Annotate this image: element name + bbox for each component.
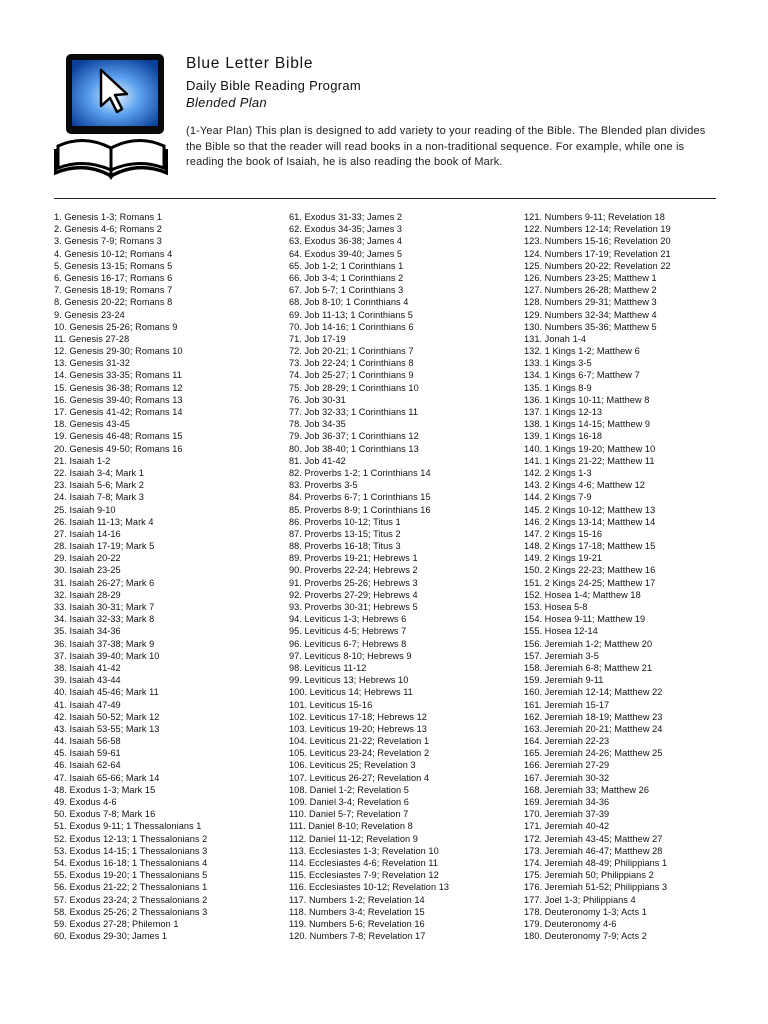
reading-day-item: 174. Jeremiah 48-49; Philippians 1 xyxy=(524,857,668,868)
reading-day-item: 77. Job 32-33; 1 Corinthians 11 xyxy=(289,407,419,417)
reading-day-item: 36. Isaiah 37-38; Mark 9 xyxy=(54,638,155,649)
reading-day-item: 24. Isaiah 7-8; Mark 3 xyxy=(54,492,144,503)
reading-day-item: 106. Leviticus 25; Revelation 3 xyxy=(289,760,416,771)
reading-day-item: 69. Job 11-13; 1 Corinthians 5 xyxy=(289,309,413,320)
reading-day-item: 136. 1 Kings 10-11; Matthew 8 xyxy=(524,394,650,405)
program-title: Daily Bible Reading Program xyxy=(186,78,362,93)
reading-day-item: 107. Leviticus 26-27; Revelation 4 xyxy=(289,772,430,783)
reading-day-item: 170. Jeremiah 37-39 xyxy=(524,809,610,820)
reading-day-item: 51. Exodus 9-11; 1 Thessalonians 1 xyxy=(54,821,202,832)
reading-day-item: 61. Exodus 31-33; James 2 xyxy=(289,212,403,222)
reading-day-item: 144. 2 Kings 7-9 xyxy=(524,492,592,503)
reading-day-item: 7. Genesis 18-19; Romans 7 xyxy=(54,285,173,296)
reading-day-item: 27. Isaiah 14-16 xyxy=(54,528,121,539)
reading-day-item: 179. Deuteronomy 4-6 xyxy=(524,918,617,929)
blue-letter-bible-logo xyxy=(54,52,168,182)
reading-day-item: 172. Jeremiah 43-45; Matthew 27 xyxy=(524,833,663,844)
reading-day-item: 151. 2 Kings 24-25; Matthew 17 xyxy=(524,577,656,588)
reading-day-item: 114. Ecclesiastes 4-6; Revelation 11 xyxy=(289,857,439,868)
reading-day-item: 48. Exodus 1-3; Mark 15 xyxy=(54,784,156,795)
reading-day-item: 32. Isaiah 28-29 xyxy=(54,589,121,600)
reading-day-item: 171. Jeremiah 40-42 xyxy=(524,821,610,832)
reading-day-item: 31. Isaiah 26-27; Mark 6 xyxy=(54,577,155,588)
reading-day-item: 81. Job 41-42 xyxy=(289,455,346,466)
reading-day-item: 80. Job 38-40; 1 Corinthians 13 xyxy=(289,443,419,454)
reading-day-item: 3. Genesis 7-9; Romans 3 xyxy=(54,236,162,247)
header-divider xyxy=(54,198,716,199)
reading-day-item: 53. Exodus 14-15; 1 Thessalonians 3 xyxy=(54,845,208,856)
reading-day-item: 100. Leviticus 14; Hebrews 11 xyxy=(289,687,413,698)
reading-day-item: 57. Exodus 23-24; 2 Thessalonians 2 xyxy=(54,894,208,905)
reading-day-item: 176. Jeremiah 51-52; Philippians 3 xyxy=(524,882,668,893)
reading-day-item: 149. 2 Kings 19-21 xyxy=(524,553,603,564)
reading-day-item: 150. 2 Kings 22-23; Matthew 16 xyxy=(524,565,656,576)
reading-day-item: 78. Job 34-35 xyxy=(289,419,346,430)
reading-day-item: 43. Isaiah 53-55; Mark 13 xyxy=(54,723,160,734)
reading-day-item: 157. Jeremiah 3-5 xyxy=(524,650,599,661)
computer-bible-icon xyxy=(54,52,168,182)
plan-description: (1-Year Plan) This plan is designed to add variety to your reading of the Bible. The Blended plan divides the Bible so that the reader will read books in a non-traditional sequence. For example, while one is reading the book of Isaiah, he is also reading the book of Mark. xyxy=(186,125,706,169)
reading-day-item: 39. Isaiah 43-44 xyxy=(54,675,121,686)
reading-day-item: 113. Ecclesiastes 1-3; Revelation 10 xyxy=(289,845,439,856)
reading-day-item: 11. Genesis 27-28 xyxy=(54,333,130,344)
reading-day-item: 46. Isaiah 62-64 xyxy=(54,760,121,771)
reading-day-item: 10. Genesis 25-26; Romans 9 xyxy=(54,321,178,332)
reading-day-item: 177. Joel 1-3; Philippians 4 xyxy=(524,894,636,905)
reading-day-item: 140. 1 Kings 19-20; Matthew 10 xyxy=(524,443,656,454)
reading-day-item: 175. Jeremiah 50; Philippians 2 xyxy=(524,870,654,881)
reading-day-item: 64. Exodus 39-40; James 5 xyxy=(289,248,403,259)
reading-day-item: 73. Job 22-24; 1 Corinthians 8 xyxy=(289,358,414,369)
reading-day-item: 34. Isaiah 32-33; Mark 8 xyxy=(54,614,155,625)
reading-day-item: 28. Isaiah 17-19; Mark 5 xyxy=(54,541,155,552)
reading-day-item: 5. Genesis 13-15; Romans 5 xyxy=(54,260,173,271)
reading-day-item: 112. Daniel 11-12; Revelation 9 xyxy=(289,833,418,844)
reading-day-item: 74. Job 25-27; 1 Corinthians 9 xyxy=(289,370,414,381)
reading-day-item: 127. Numbers 26-28; Matthew 2 xyxy=(524,285,657,296)
reading-day-item: 83. Proverbs 3-5 xyxy=(289,480,358,491)
reading-day-item: 41. Isaiah 47-49 xyxy=(54,699,121,710)
reading-day-item: 169. Jeremiah 34-36 xyxy=(524,797,610,807)
reading-day-item: 45. Isaiah 59-61 xyxy=(54,748,121,759)
reading-day-item: 14. Genesis 33-35; Romans 11 xyxy=(54,370,182,381)
reading-day-item: 15. Genesis 36-38; Romans 12 xyxy=(54,382,183,393)
reading-day-item: 52. Exodus 12-13; 1 Thessalonians 2 xyxy=(54,833,208,844)
reading-day-item: 178. Deuteronomy 1-3; Acts 1 xyxy=(524,906,647,917)
reading-day-item: 116. Ecclesiastes 10-12; Revelation 13 xyxy=(289,882,450,893)
reading-day-item: 55. Exodus 19-20; 1 Thessalonians 5 xyxy=(54,870,208,881)
reading-day-item: 25. Isaiah 9-10 xyxy=(54,504,116,515)
reading-day-item: 47. Isaiah 65-66; Mark 14 xyxy=(54,772,160,783)
reading-day-item: 119. Numbers 5-6; Revelation 16 xyxy=(289,918,425,929)
reading-day-item: 59. Exodus 27-28; Philemon 1 xyxy=(54,918,179,929)
reading-day-item: 76. Job 30-31 xyxy=(289,394,346,405)
reading-day-item: 22. Isaiah 3-4; Mark 1 xyxy=(54,467,144,478)
reading-day-item: 35. Isaiah 34-36 xyxy=(54,626,121,637)
reading-day-item: 160. Jeremiah 12-14; Matthew 22 xyxy=(524,687,663,698)
reading-day-item: 154. Hosea 9-11; Matthew 19 xyxy=(524,614,646,625)
plan-name: Blended Plan xyxy=(186,95,267,110)
reading-day-item: 138. 1 Kings 14-15; Matthew 9 xyxy=(524,419,651,430)
reading-day-item: 125. Numbers 20-22; Revelation 22 xyxy=(524,260,671,271)
reading-day-item: 132. 1 Kings 1-2; Matthew 6 xyxy=(524,346,640,357)
reading-day-item: 2. Genesis 4-6; Romans 2 xyxy=(54,224,162,235)
reading-day-item: 62. Exodus 34-35; James 3 xyxy=(289,224,403,235)
reading-list-column-2 xyxy=(289,211,449,942)
reading-day-item: 82. Proverbs 1-2; 1 Corinthians 14 xyxy=(289,467,431,478)
reading-day-item: 94. Leviticus 1-3; Hebrews 6 xyxy=(289,614,407,625)
reading-day-item: 54. Exodus 16-18; 1 Thessalonians 4 xyxy=(54,857,208,868)
reading-day-item: 146. 2 Kings 13-14; Matthew 14 xyxy=(524,516,656,527)
reading-day-item: 1. Genesis 1-3; Romans 1 xyxy=(54,212,162,222)
reading-day-item: 16. Genesis 39-40; Romans 13 xyxy=(54,394,183,405)
reading-day-item: 38. Isaiah 41-42 xyxy=(54,662,121,673)
reading-day-item: 137. 1 Kings 12-13 xyxy=(524,407,603,417)
reading-day-item: 148. 2 Kings 17-18; Matthew 15 xyxy=(524,541,656,552)
reading-day-item: 152. Hosea 1-4; Matthew 18 xyxy=(524,589,641,600)
reading-day-item: 44. Isaiah 56-58 xyxy=(54,736,121,747)
reading-day-item: 20. Genesis 49-50; Romans 16 xyxy=(54,443,183,454)
reading-day-item: 96. Leviticus 6-7; Hebrews 8 xyxy=(289,638,407,649)
reading-day-item: 167. Jeremiah 30-32 xyxy=(524,772,610,783)
reading-day-item: 173. Jeremiah 46-47; Matthew 28 xyxy=(524,845,663,856)
reading-day-item: 72. Job 20-21; 1 Corinthians 7 xyxy=(289,346,414,357)
reading-day-item: 111. Daniel 8-10; Revelation 8 xyxy=(289,821,413,832)
reading-day-item: 143. 2 Kings 4-6; Matthew 12 xyxy=(524,480,645,491)
reading-day-item: 123. Numbers 15-16; Revelation 20 xyxy=(524,236,671,247)
reading-day-item: 162. Jeremiah 18-19; Matthew 23 xyxy=(524,711,663,722)
reading-day-item: 158. Jeremiah 6-8; Matthew 21 xyxy=(524,662,653,673)
reading-day-item: 71. Job 17-19 xyxy=(289,333,346,344)
reading-day-item: 142. 2 Kings 1-3 xyxy=(524,467,592,478)
reading-day-item: 93. Proverbs 30-31; Hebrews 5 xyxy=(289,602,418,612)
reading-day-item: 60. Exodus 29-30; James 1 xyxy=(54,931,168,942)
reading-day-item: 101. Leviticus 15-16 xyxy=(289,699,373,710)
reading-day-item: 129. Numbers 32-34; Matthew 4 xyxy=(524,309,657,320)
reading-day-item: 126. Numbers 23-25; Matthew 1 xyxy=(524,272,657,283)
reading-day-item: 98. Leviticus 11-12 xyxy=(289,662,367,673)
reading-day-item: 180. Deuteronomy 7-9; Acts 2 xyxy=(524,931,647,942)
reading-day-item: 37. Isaiah 39-40; Mark 10 xyxy=(54,650,160,661)
reading-day-item: 49. Exodus 4-6 xyxy=(54,797,117,807)
reading-day-item: 163. Jeremiah 20-21; Matthew 24 xyxy=(524,723,663,734)
site-title: Blue Letter Bible xyxy=(186,55,314,72)
reading-day-item: 84. Proverbs 6-7; 1 Corinthians 15 xyxy=(289,492,431,503)
reading-day-item: 156. Jeremiah 1-2; Matthew 20 xyxy=(524,638,653,649)
reading-day-item: 58. Exodus 25-26; 2 Thessalonians 3 xyxy=(54,906,208,917)
reading-day-item: 18. Genesis 43-45 xyxy=(54,419,130,430)
reading-day-item: 118. Numbers 3-4; Revelation 15 xyxy=(289,906,425,917)
reading-day-item: 79. Job 36-37; 1 Corinthians 12 xyxy=(289,431,419,442)
reading-day-item: 153. Hosea 5-8 xyxy=(524,602,588,612)
reading-day-item: 85. Proverbs 8-9; 1 Corinthians 16 xyxy=(289,504,431,515)
reading-day-item: 68. Job 8-10; 1 Corinthians 4 xyxy=(289,297,409,308)
reading-day-item: 141. 1 Kings 21-22; Matthew 11 xyxy=(524,455,655,466)
reading-day-item: 108. Daniel 1-2; Revelation 5 xyxy=(289,784,409,795)
reading-day-item: 159. Jeremiah 9-11 xyxy=(524,675,604,686)
reading-day-item: 70. Job 14-16; 1 Corinthians 6 xyxy=(289,321,414,332)
reading-day-item: 9. Genesis 23-24 xyxy=(54,309,125,320)
reading-day-item: 4. Genesis 10-12; Romans 4 xyxy=(54,248,173,259)
reading-day-item: 103. Leviticus 19-20; Hebrews 13 xyxy=(289,723,427,734)
reading-day-item: 145. 2 Kings 10-12; Matthew 13 xyxy=(524,504,656,515)
reading-day-item: 115. Ecclesiastes 7-9; Revelation 12 xyxy=(289,870,439,881)
reading-day-item: 90. Proverbs 22-24; Hebrews 2 xyxy=(289,565,418,576)
reading-day-item: 6. Genesis 16-17; Romans 6 xyxy=(54,272,173,283)
reading-day-item: 33. Isaiah 30-31; Mark 7 xyxy=(54,602,155,612)
reading-day-item: 21. Isaiah 1-2 xyxy=(54,455,111,466)
reading-day-item: 12. Genesis 29-30; Romans 10 xyxy=(54,346,183,357)
reading-day-item: 75. Job 28-29; 1 Corinthians 10 xyxy=(289,382,419,393)
reading-day-item: 102. Leviticus 17-18; Hebrews 12 xyxy=(289,711,427,722)
reading-day-item: 117. Numbers 1-2; Revelation 14 xyxy=(289,894,425,905)
reading-day-item: 87. Proverbs 13-15; Titus 2 xyxy=(289,528,401,539)
reading-day-item: 166. Jeremiah 27-29 xyxy=(524,760,610,771)
reading-day-item: 99. Leviticus 13; Hebrews 10 xyxy=(289,675,409,686)
reading-day-item: 124. Numbers 17-19; Revelation 21 xyxy=(524,248,671,259)
reading-day-item: 135. 1 Kings 8-9 xyxy=(524,382,592,393)
reading-day-item: 63. Exodus 36-38; James 4 xyxy=(289,236,403,247)
reading-day-item: 155. Hosea 12-14 xyxy=(524,626,598,637)
reading-day-item: 92. Proverbs 27-29; Hebrews 4 xyxy=(289,589,418,600)
reading-day-item: 131. Jonah 1-4 xyxy=(524,333,586,344)
reading-day-item: 13. Genesis 31-32 xyxy=(54,358,130,369)
reading-day-item: 88. Proverbs 16-18; Titus 3 xyxy=(289,541,401,552)
reading-day-item: 40. Isaiah 45-46; Mark 11 xyxy=(54,687,159,698)
reading-day-item: 104. Leviticus 21-22; Revelation 1 xyxy=(289,736,430,747)
reading-day-item: 105. Leviticus 23-24; Revelation 2 xyxy=(289,748,430,759)
reading-day-item: 29. Isaiah 20-22 xyxy=(54,553,121,564)
reading-day-item: 120. Numbers 7-8; Revelation 17 xyxy=(289,931,426,942)
reading-day-item: 121. Numbers 9-11; Revelation 18 xyxy=(524,212,665,222)
reading-day-item: 168. Jeremiah 33; Matthew 26 xyxy=(524,784,649,795)
reading-day-item: 66. Job 3-4; 1 Corinthians 2 xyxy=(289,272,404,283)
reading-day-item: 67. Job 5-7; 1 Corinthians 3 xyxy=(289,285,404,296)
reading-day-item: 164. Jeremiah 22-23 xyxy=(524,736,610,747)
reading-day-item: 95. Leviticus 4-5; Hebrews 7 xyxy=(289,626,407,637)
reading-day-item: 122. Numbers 12-14; Revelation 19 xyxy=(524,224,671,235)
reading-day-item: 97. Leviticus 8-10; Hebrews 9 xyxy=(289,650,412,661)
reading-day-item: 147. 2 Kings 15-16 xyxy=(524,528,603,539)
reading-day-item: 133. 1 Kings 3-5 xyxy=(524,358,592,369)
reading-day-item: 139. 1 Kings 16-18 xyxy=(524,431,603,442)
reading-day-item: 128. Numbers 29-31; Matthew 3 xyxy=(524,297,657,308)
reading-day-item: 134. 1 Kings 6-7; Matthew 7 xyxy=(524,370,640,381)
reading-day-item: 8. Genesis 20-22; Romans 8 xyxy=(54,297,173,308)
reading-list-column-1 xyxy=(54,211,207,942)
reading-day-item: 89. Proverbs 19-21; Hebrews 1 xyxy=(289,553,418,564)
reading-day-item: 50. Exodus 7-8; Mark 16 xyxy=(54,809,156,820)
reading-day-item: 30. Isaiah 23-25 xyxy=(54,565,121,576)
reading-day-item: 23. Isaiah 5-6; Mark 2 xyxy=(54,480,144,491)
reading-day-item: 86. Proverbs 10-12; Titus 1 xyxy=(289,516,401,527)
reading-day-item: 130. Numbers 35-36; Matthew 5 xyxy=(524,321,657,332)
reading-day-item: 19. Genesis 46-48; Romans 15 xyxy=(54,431,183,442)
reading-day-item: 165. Jeremiah 24-26; Matthew 25 xyxy=(524,748,663,759)
reading-day-item: 91. Proverbs 25-26; Hebrews 3 xyxy=(289,577,418,588)
reading-day-item: 65. Job 1-2; 1 Corinthians 1 xyxy=(289,260,404,271)
reading-day-item: 17. Genesis 41-42; Romans 14 xyxy=(54,407,183,417)
reading-day-item: 110. Daniel 5-7; Revelation 7 xyxy=(289,809,409,820)
reading-list-column-3 xyxy=(524,211,671,942)
reading-day-item: 161. Jeremiah 15-17 xyxy=(524,699,610,710)
reading-day-item: 56. Exodus 21-22; 2 Thessalonians 1 xyxy=(54,882,208,893)
reading-day-item: 42. Isaiah 50-52; Mark 12 xyxy=(54,711,160,722)
reading-day-item: 109. Daniel 3-4; Revelation 6 xyxy=(289,797,409,807)
reading-day-item: 26. Isaiah 11-13; Mark 4 xyxy=(54,516,154,527)
